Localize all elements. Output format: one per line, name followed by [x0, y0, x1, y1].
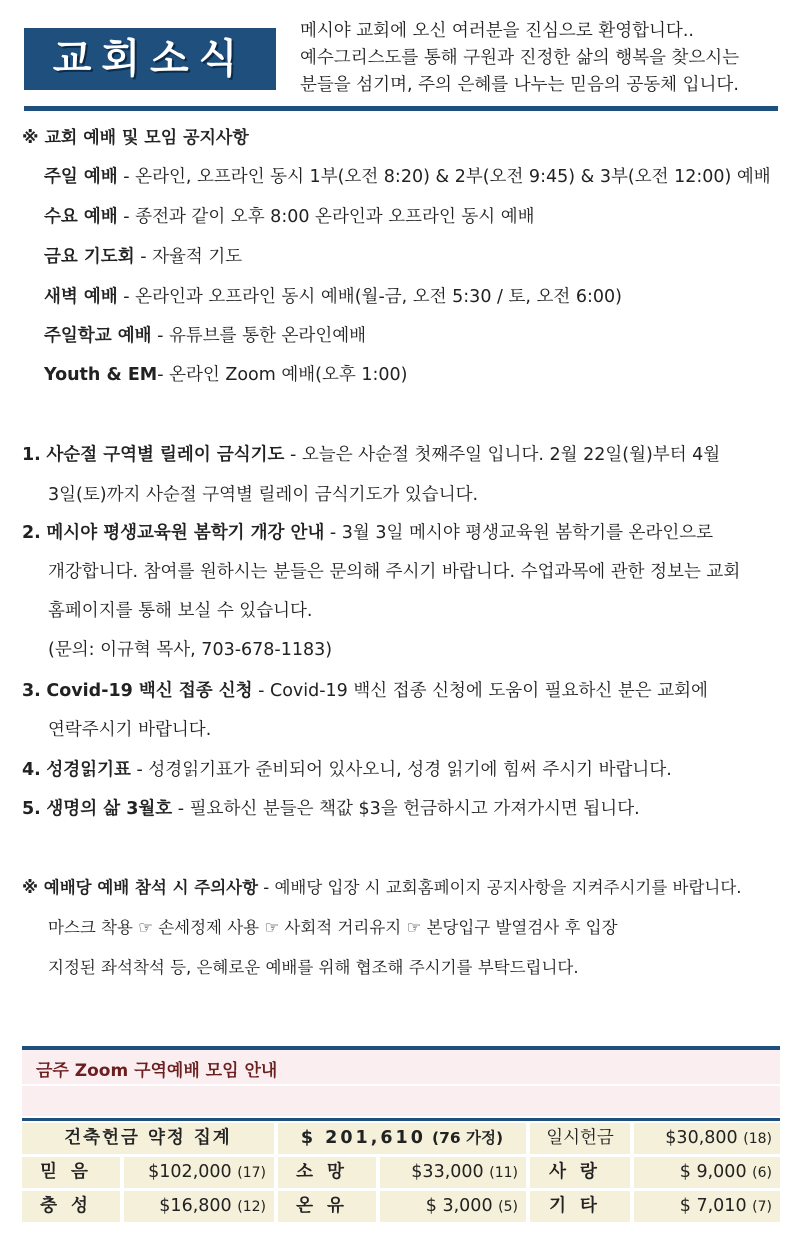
notice-number: 3.	[22, 681, 41, 701]
offering-count: (18)	[743, 1131, 772, 1147]
zoom-title: 금주 Zoom 구역예배 모임 안내	[36, 1061, 278, 1081]
offering-label: 온유	[278, 1191, 376, 1222]
worship-label: 주일학교 예배	[44, 326, 152, 346]
worship-item	[44, 322, 366, 347]
offering-total-households: (76 가정)	[431, 1129, 504, 1147]
zoom-divider	[22, 1084, 780, 1086]
zoom-notice-box	[22, 1046, 780, 1116]
notice-label: 사순절 구역별 릴레이 금식기도	[46, 445, 285, 465]
caution-label: ※ 예배당 예배 참석 시 주의사항	[22, 878, 259, 897]
offering-total	[278, 1123, 526, 1154]
notice-label: 성경읽기표	[46, 760, 131, 780]
welcome-message	[300, 18, 800, 99]
notice-item	[22, 756, 672, 781]
offering-count: (17)	[237, 1165, 266, 1181]
offering-label: 믿음	[22, 1157, 120, 1188]
worship-item	[44, 283, 622, 308]
worship-item	[44, 361, 408, 386]
offering-label: 충성	[22, 1191, 120, 1222]
offering-label: 기타	[530, 1191, 630, 1222]
welcome-line: 예수그리스도를 통해 구원과 진정한 삶의 행복을 찾으시는	[300, 48, 740, 68]
notice-text: - Covid-19 백신 접종 신청에 도움이 필요하신 분은 교회에	[252, 681, 708, 701]
offering-count: (5)	[498, 1199, 518, 1215]
offering-value	[634, 1123, 780, 1154]
notice-item	[22, 519, 713, 544]
welcome-line: 메시야 교회에 오신 여러분을 진심으로 환영합니다..	[300, 21, 694, 41]
offering-amount: $ 3,000	[425, 1196, 493, 1216]
worship-label: Youth & EM	[44, 365, 158, 385]
worship-label: 주일 예배	[44, 167, 118, 187]
offering-amount: $30,800	[665, 1128, 738, 1148]
notice-text: - 필요하신 분들은 책값 $3을 헌금하시고 가져가시면 됩니다.	[172, 799, 640, 819]
offering-amount: $16,800	[159, 1196, 232, 1216]
worship-text: - 온라인과 오프라인 동시 예배(월-금, 오전 5:30 / 토, 오전 6:00)	[117, 287, 623, 307]
notice-label: Covid-19 백신 접종 신청	[46, 681, 253, 701]
offering-value	[380, 1157, 526, 1188]
notice-text: - 오늘은 사순절 첫째주일 입니다. 2월 22일(월)부터 4월	[284, 445, 721, 465]
offering-amount: $ 9,000	[679, 1162, 747, 1182]
offering-label: 사랑	[530, 1157, 630, 1188]
worship-text: - 온라인, 오프라인 동시 1부(오전 8:20) & 2부(오전 9:45) & 3부(오전 12:00) 예배	[117, 167, 771, 187]
notice-item	[22, 441, 720, 466]
offering-total-amount: $ 201,610	[300, 1128, 426, 1148]
notice-text: - 3월 3일 메시야 평생교육원 봄학기를 온라인으로	[324, 523, 714, 543]
notice-continuation: 개강합니다. 참여를 원하시는 분들은 문의해 주시기 바랍니다. 수업과목에 관한 정보는 교회	[48, 562, 741, 582]
caution-line: 지정된 좌석착석 등, 은혜로운 예배를 위해 협조해 주시기를 부탁드립니다.	[48, 958, 579, 977]
header-divider	[24, 106, 778, 111]
notice-item	[22, 677, 708, 702]
notice-text: - 성경읽기표가 준비되어 있사오니, 성경 읽기에 힘써 주시기 바랍니다.	[130, 760, 672, 780]
offering-amount: $102,000	[148, 1162, 232, 1182]
notice-number: 4.	[22, 760, 41, 780]
offering-divider	[22, 1118, 780, 1121]
worship-text: - 유튜브를 통한 온라인예배	[151, 326, 367, 346]
offering-value	[634, 1157, 780, 1188]
page-title: 교회소식	[52, 36, 248, 82]
notice-label: 생명의 삶 3월호	[46, 799, 173, 819]
offering-count: (7)	[752, 1199, 772, 1215]
notice-continuation: 연락주시기 바랍니다.	[48, 720, 212, 740]
worship-label: 수요 예배	[44, 207, 118, 227]
offering-amount: $33,000	[411, 1162, 484, 1182]
offering-heading: 건축헌금 약정 집계	[22, 1123, 274, 1154]
notice-item	[22, 795, 640, 820]
worship-heading: ※ 교회 예배 및 모임 공지사항	[22, 128, 249, 148]
notice-label: 메시야 평생교육원 봄학기 개강 안내	[46, 523, 325, 543]
welcome-line: 분들을 섬기며, 주의 은혜를 나누는 믿음의 공동체 입니다.	[300, 75, 739, 95]
notice-continuation: 3일(토)까지 사순절 구역별 릴레이 금식기도가 있습니다.	[48, 485, 479, 505]
notice-number: 2.	[22, 523, 41, 543]
worship-item	[44, 243, 242, 268]
worship-text: - 종전과 같이 오후 8:00 온라인과 오프라인 동시 예배	[117, 207, 535, 227]
notice-number: 5.	[22, 799, 41, 819]
offering-count: (6)	[752, 1165, 772, 1181]
caution-item	[22, 874, 742, 898]
offering-label: 일시헌금	[530, 1123, 630, 1154]
offering-value	[124, 1191, 274, 1222]
notice-number: 1.	[22, 445, 41, 465]
offering-count: (12)	[237, 1199, 266, 1215]
offering-label: 소망	[278, 1157, 376, 1188]
worship-item	[44, 163, 771, 188]
offering-value	[380, 1191, 526, 1222]
notice-continuation: 홈페이지를 통해 보실 수 있습니다.	[48, 601, 313, 621]
caution-line: 마스크 착용 ☞ 손세정제 사용 ☞ 사회적 거리유지 ☞ 본당입구 발열검사 후 입장	[48, 918, 618, 937]
header	[0, 0, 810, 110]
offering-value	[124, 1157, 274, 1188]
caution-text: - 예배당 입장 시 교회홈페이지 공지사항을 지켜주시기를 바랍니다.	[258, 878, 742, 897]
notice-continuation: (문의: 이규혁 목사, 703-678-1183)	[48, 640, 333, 660]
worship-text: - 온라인 Zoom 예배(오후 1:00)	[157, 365, 408, 385]
worship-text: - 자율적 기도	[134, 247, 243, 267]
worship-item	[44, 203, 535, 228]
offering-amount: $ 7,010	[679, 1196, 747, 1216]
worship-label: 금요 기도회	[44, 247, 135, 267]
worship-label: 새벽 예배	[44, 287, 118, 307]
offering-value	[634, 1191, 780, 1222]
offering-count: (11)	[489, 1165, 518, 1181]
page-title-box	[24, 28, 276, 90]
